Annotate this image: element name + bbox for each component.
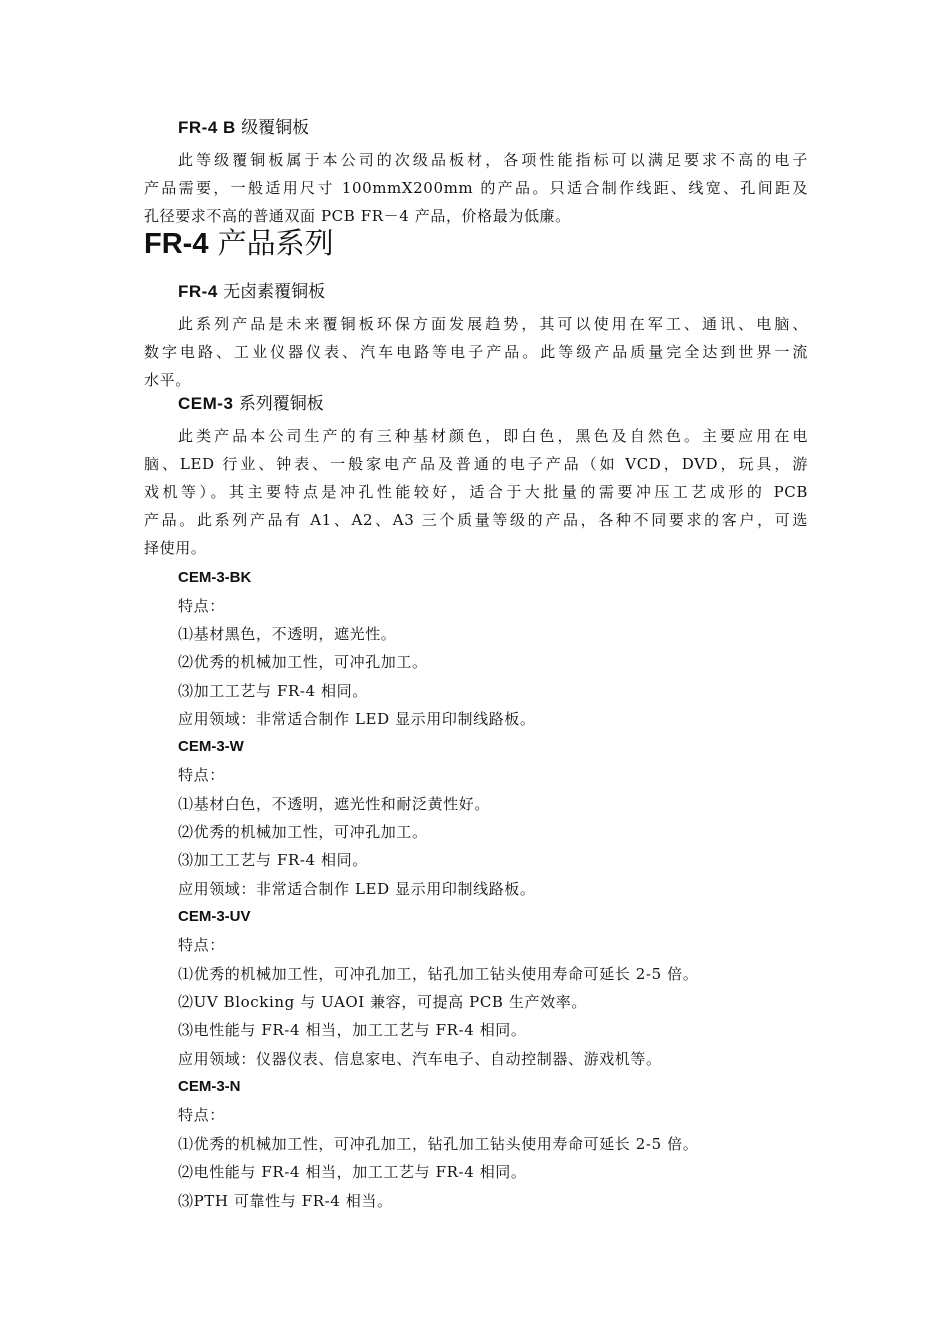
application-text: 应用领域：非常适合制作 LED 显示用印制线路板。 (178, 710, 536, 728)
paragraph-line: 产品需要，一般适用尺寸 100mmX200mm 的产品。只适合制作线距、线宽、孔间距及 (144, 179, 808, 197)
paragraph-line: 此类产品本公司生产的有三种基材颜色，即白色，黑色及自然色。主要应用在电 (178, 427, 808, 445)
product-name-cem3-n: CEM-3-N (178, 1078, 241, 1095)
product-name-cem3-w: CEM-3-W (178, 738, 244, 755)
application-text: 应用领域：仪器仪表、信息家电、汽车电子、自动控制器、游戏机等。 (178, 1050, 662, 1068)
paragraph-line: 脑、LED 行业、钟表、一般家电产品及普通的电子产品（如 VCD，DVD，玩具，游 (144, 455, 808, 473)
paragraph-line: 戏机等）。其主要特点是冲孔性能较好，适合于大批量的需要冲压工艺成形的 PCB (144, 483, 808, 501)
cem3-heading-text: 系列覆铜板 (238, 394, 324, 414)
feature-item: ⑵优秀的机械加工性，可冲孔加工。 (178, 653, 428, 671)
cem3-paragraph (144, 422, 808, 562)
paragraph-line: 产品。此系列产品有 A1、A2、A3 三个质量等级的产品，各种不同要求的客户，可选 (144, 511, 808, 529)
paragraph-line: 水平。 (144, 371, 191, 389)
series-heading-text: 产品系列 (217, 226, 334, 260)
feature-item: ⑵优秀的机械加工性，可冲孔加工。 (178, 823, 428, 841)
feature-item: ⑵UV Blocking 与 UAOI 兼容，可提高 PCB 生产效率。 (178, 993, 587, 1011)
product-name-cem3-bk: CEM-3-BK (178, 569, 252, 586)
feature-item: ⑶加工工艺与 FR-4 相同。 (178, 851, 368, 869)
fr4-b-heading (178, 117, 309, 139)
fr4-b-heading-text: 级覆铜板 (241, 118, 310, 138)
feature-item: ⑴基材白色，不透明，遮光性和耐泛黄性好。 (178, 795, 491, 813)
halogen-free-paragraph (144, 310, 808, 394)
series-heading (144, 226, 334, 261)
feature-item: ⑶PTH 可靠性与 FR-4 相当。 (178, 1192, 393, 1210)
fr4-b-heading-code: FR-4 B (178, 118, 236, 137)
feature-label: 特点： (178, 597, 225, 615)
cem3-heading-code: CEM-3 (178, 394, 234, 413)
feature-item: ⑶电性能与 FR-4 相当，加工工艺与 FR-4 相同。 (178, 1021, 527, 1039)
cem3-heading (178, 393, 324, 415)
paragraph-line: 孔径要求不高的普通双面 PCB FR－4 产品，价格最为低廉。 (144, 207, 571, 225)
paragraph-line: 此等级覆铜板属于本公司的次级品板材，各项性能指标可以满足要求不高的电子 (178, 151, 808, 169)
feature-item: ⑴优秀的机械加工性，可冲孔加工，钻孔加工钻头使用寿命可延长 2-5 倍。 (178, 965, 699, 983)
series-heading-code: FR-4 (144, 228, 209, 260)
feature-item: ⑶加工工艺与 FR-4 相同。 (178, 682, 368, 700)
paragraph-line: 此系列产品是未来覆铜板环保方面发展趋势，其可以使用在军工、通讯、电脑、 (178, 315, 808, 333)
feature-item: ⑴优秀的机械加工性，可冲孔加工，钻孔加工钻头使用寿命可延长 2-5 倍。 (178, 1135, 699, 1153)
paragraph-line: 数字电路、工业仪器仪表、汽车电路等电子产品。此等级产品质量完全达到世界一流 (144, 343, 808, 361)
product-name-cem3-uv: CEM-3-UV (178, 908, 251, 925)
halogen-free-heading-code: FR-4 (178, 282, 218, 301)
feature-item: ⑴基材黑色，不透明，遮光性。 (178, 625, 397, 643)
fr4-b-paragraph (144, 146, 808, 230)
halogen-free-heading-text: 无卤素覆铜板 (223, 282, 326, 302)
paragraph-line: 择使用。 (144, 539, 207, 557)
feature-label: 特点： (178, 936, 225, 954)
feature-label: 特点： (178, 766, 225, 784)
feature-item: ⑵电性能与 FR-4 相当，加工工艺与 FR-4 相同。 (178, 1163, 527, 1181)
halogen-free-heading (178, 281, 325, 303)
application-text: 应用领域：非常适合制作 LED 显示用印制线路板。 (178, 880, 536, 898)
feature-label: 特点： (178, 1106, 225, 1124)
